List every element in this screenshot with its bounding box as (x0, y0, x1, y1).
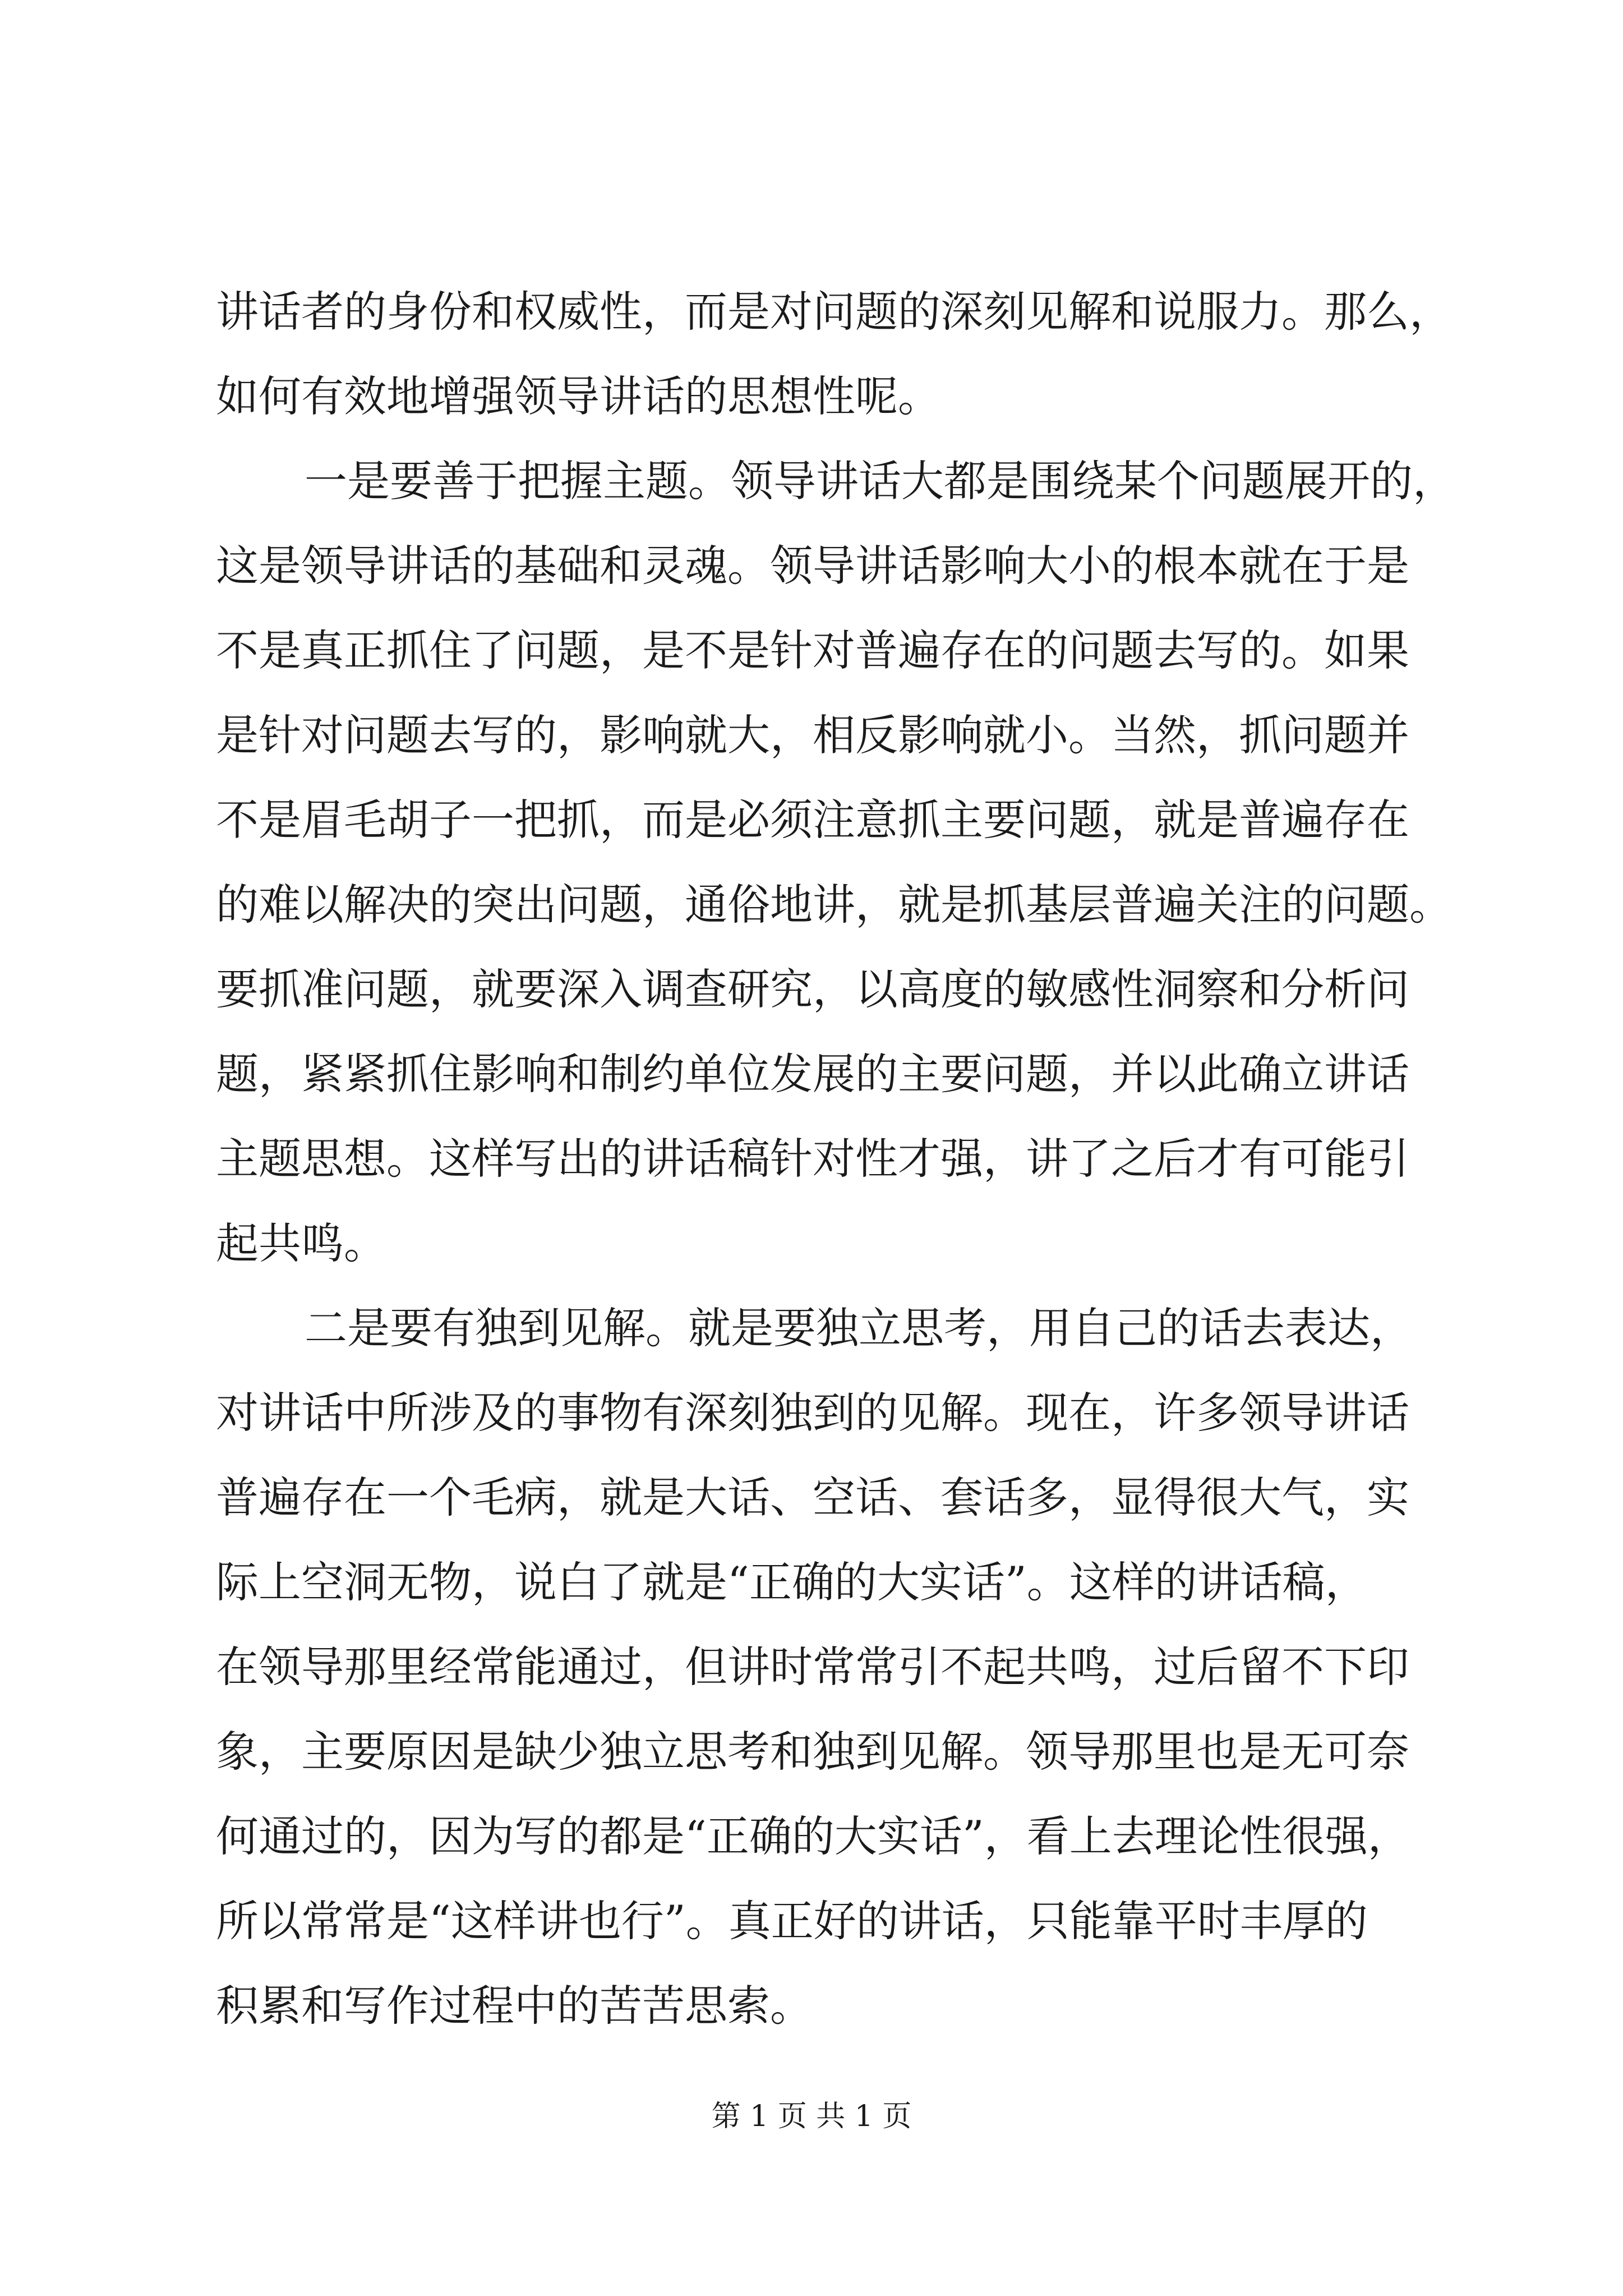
page-number-footer: 第 1 页 共 1 页 (711, 2100, 912, 2133)
text-line: 要抓准问题，就要深入调查研究，以高度的敏感性洞察和分析问 (216, 964, 1409, 1014)
text-line: 如何有效地增强领导讲话的思想性呢。 (216, 371, 940, 421)
text-line: 起共鸣。 (216, 1218, 386, 1268)
text-line: 题，紧紧抓住影响和制约单位发展的主要问题，并以此确立讲话 (216, 1049, 1409, 1099)
document-body (216, 269, 1483, 2048)
text-line: 是针对问题去写的，影响就大，相反影响就小。当然，抓问题并 (216, 710, 1409, 760)
text-line: 象，主要原因是缺少独立思考和独到见解。领导那里也是无可奈 (216, 1727, 1409, 1777)
text-line: 积累和写作过程中的苦苦思索。 (216, 1981, 813, 2031)
text-line: 普遍存在一个毛病，就是大话、空话、套话多，显得很大气，实 (216, 1473, 1409, 1522)
text-line: 所以常常是“这样讲也行”。真正好的讲话，只能靠平时丰厚的 (216, 1896, 1368, 1946)
text-line: 这是领导讲话的基础和灵魂。领导讲话影响大小的根本就在于是 (216, 541, 1409, 591)
text-line: 主题思想。这样写出的讲话稿针对性才强，讲了之后才有可能引 (216, 1134, 1409, 1184)
text-line: 在领导那里经常能通过，但讲时常常引不起共鸣，过后留不下印 (216, 1642, 1409, 1692)
paragraph-start-line: 二是要有独到见解。就是要独立思考，用自己的话去表达， (305, 1303, 1413, 1353)
text-line: 的难以解决的突出问题，通俗地讲，就是抓基层普遍关注的问题。 (216, 880, 1452, 930)
text-line: 际上空洞无物，说白了就是“正确的大实话”。这样的讲话稿， (216, 1557, 1368, 1607)
text-line: 不是眉毛胡子一把抓，而是必须注意抓主要问题，就是普遍存在 (216, 795, 1409, 845)
paragraph-start-line: 一是要善于把握主题。领导讲话大都是围绕某个问题展开的， (305, 456, 1455, 506)
text-line: 对讲话中所涉及的事物有深刻独到的见解。现在，许多领导讲话 (216, 1388, 1409, 1438)
text-line: 何通过的，因为写的都是“正确的大实话”，看上去理论性很强， (216, 1811, 1410, 1861)
text-line: 讲话者的身份和权威性，而是对问题的深刻见解和说服力。那么， (216, 287, 1452, 337)
text-line: 不是真正抓住了问题，是不是针对普遍存在的问题去写的。如果 (216, 625, 1409, 675)
